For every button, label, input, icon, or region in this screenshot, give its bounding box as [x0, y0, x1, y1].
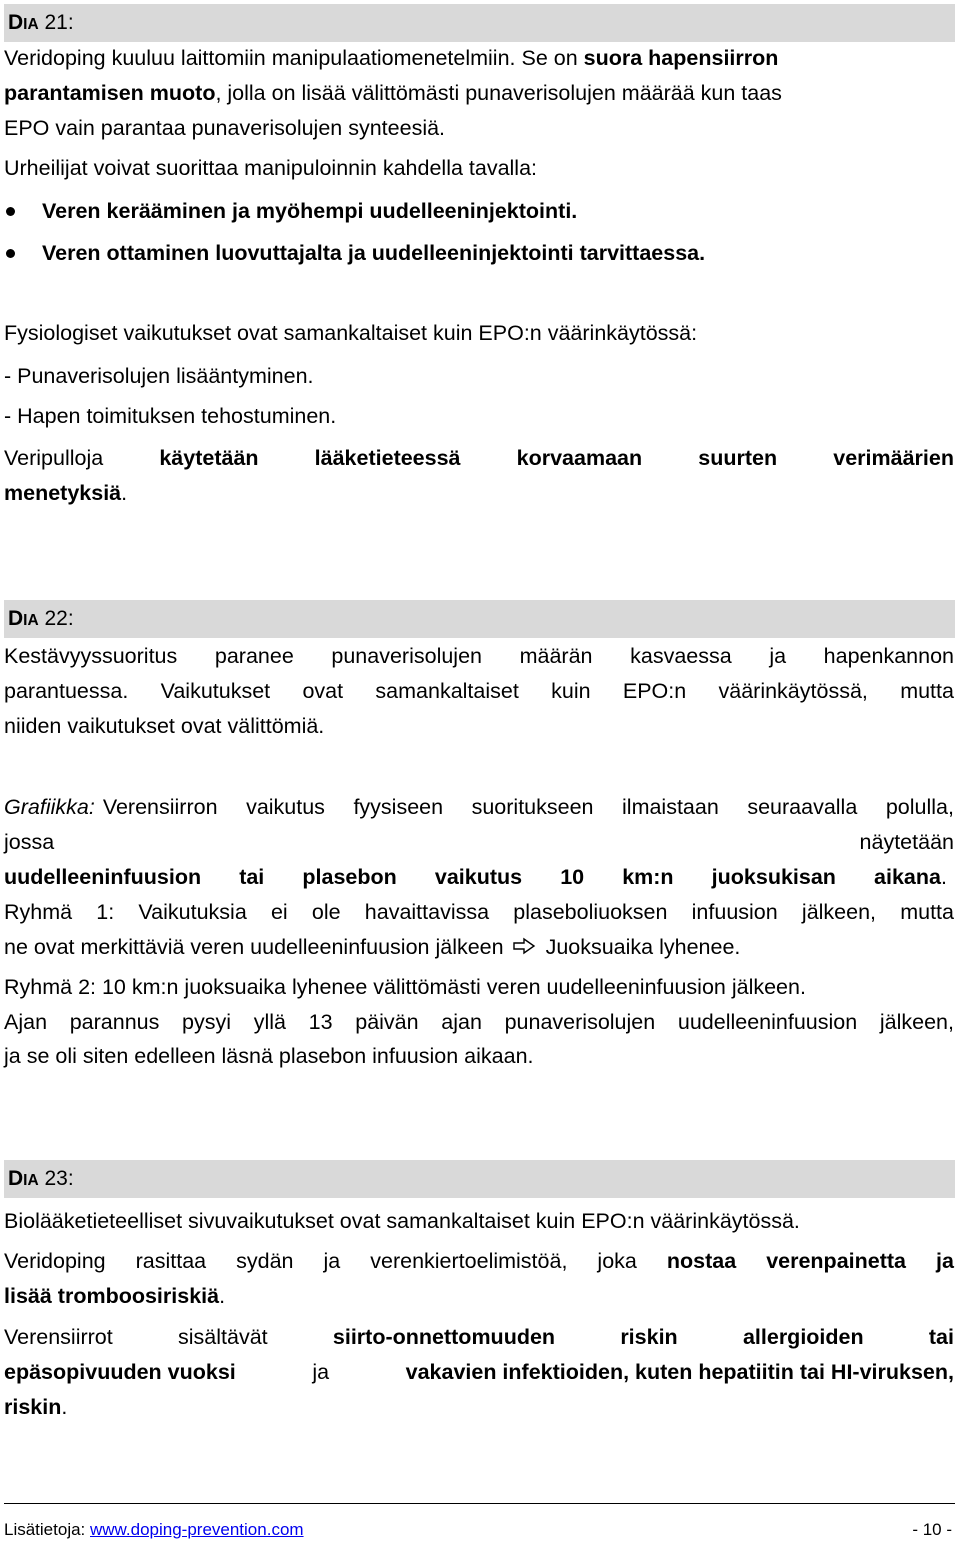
word: plasebon	[302, 865, 397, 889]
word: Vaikutukset	[160, 679, 271, 703]
word: 13	[308, 1010, 333, 1034]
word: Vaikutuksia	[138, 900, 247, 924]
word: verimäärien	[833, 446, 954, 470]
word: joka	[597, 1249, 637, 1273]
word: rasittaa	[135, 1249, 207, 1273]
word: punaverisolujen	[504, 1010, 656, 1034]
word: parantuessa.	[4, 679, 129, 703]
word: päivän	[355, 1010, 419, 1034]
text: Juoksuaika lyhenee.	[545, 935, 741, 959]
word: ole	[311, 900, 341, 924]
word: väärinkäytössä,	[718, 679, 868, 703]
text: .	[61, 1395, 68, 1419]
word: punaverisolujen	[331, 644, 482, 668]
word: tai	[239, 865, 265, 889]
bold-text: vakavien infektioiden, kuten hepatiitin tai HI-viruksen,	[405, 1360, 954, 1384]
paragraph-line-justified	[4, 1324, 954, 1350]
word: km:n	[622, 865, 674, 889]
word: lääketieteessä	[314, 446, 461, 470]
paragraph-line: Fysiologiset vaikutukset ovat samankaltaiset kuin EPO:n väärinkäytössä:	[4, 321, 698, 345]
word: riskin	[620, 1325, 678, 1349]
bold-text: lisää tromboosiriskiä	[4, 1284, 220, 1308]
text: .	[219, 1284, 226, 1308]
arrow-right-icon	[512, 937, 536, 955]
paragraph-line	[4, 1283, 954, 1309]
word: parannus	[69, 1010, 160, 1034]
word: suoritukseen	[471, 795, 594, 819]
word: Verensiirrot	[4, 1325, 113, 1349]
word: ajan	[441, 1010, 482, 1034]
word: 10	[560, 865, 585, 889]
text: .	[121, 481, 128, 505]
word: Ryhmä	[4, 900, 73, 924]
word: hapenkannon	[823, 644, 954, 668]
header-label: IA	[23, 16, 39, 33]
word: kuin	[551, 679, 591, 703]
word: pysyi	[182, 1010, 232, 1034]
header-number: 21:	[38, 11, 74, 34]
word: sydän	[236, 1249, 294, 1273]
word: tai	[928, 1325, 954, 1349]
bold-text: menetyksiä	[4, 481, 122, 505]
text: ne ovat merkittäviä veren uudelleeninfuusion jälkeen	[4, 935, 504, 959]
word: näytetään	[859, 830, 954, 854]
text: , jolla on lisää välittömästi punaverisolujen määrää kun taas	[215, 81, 782, 105]
bold-text-run	[4, 864, 941, 890]
paragraph-line-justified	[4, 899, 954, 925]
paragraph-line	[4, 864, 949, 890]
paragraph-line	[4, 480, 954, 506]
word: mutta	[900, 900, 954, 924]
paragraph-line	[4, 934, 954, 960]
word: 1:	[96, 900, 115, 924]
word: Veridoping	[4, 1249, 106, 1273]
text: .	[941, 865, 947, 889]
word: määrän	[519, 644, 593, 668]
header-label: D	[8, 11, 24, 34]
word: jossa	[4, 830, 55, 854]
section-header-dia-21	[4, 4, 955, 42]
paragraph-line: Urheilijat voivat suorittaa manipuloinnin kahdella tavalla:	[4, 156, 538, 180]
paragraph-line-justified	[4, 678, 954, 704]
word: suurten	[698, 446, 778, 470]
paragraph-line-justified	[4, 445, 954, 471]
header-number: 23:	[38, 1167, 74, 1190]
word: Kestävyyssuoritus	[4, 644, 178, 668]
word: verenpainetta	[766, 1249, 906, 1273]
footer-link[interactable]: www.doping-prevention.com	[90, 1520, 304, 1539]
header-label: IA	[23, 612, 39, 629]
footer-divider	[4, 1503, 955, 1504]
page-number: - 10 -	[912, 1520, 952, 1539]
word: käytetään	[159, 446, 259, 470]
bold-text: parantamisen muoto	[4, 81, 216, 105]
header-label: D	[8, 1167, 24, 1190]
word: ja	[323, 1249, 341, 1273]
header-label: IA	[23, 1172, 39, 1189]
paragraph-line-justified	[4, 1359, 954, 1385]
paragraph-line-justified	[4, 1009, 954, 1035]
word: vaikutus	[434, 865, 523, 889]
word: jälkeen,	[879, 1010, 954, 1034]
paragraph-line: ja se oli siten edelleen läsnä plasebon infuusion aikaan.	[4, 1044, 534, 1068]
word: vaikutus	[246, 795, 325, 819]
word: kasvaessa	[630, 644, 732, 668]
bullet-icon	[6, 249, 15, 258]
word: polulla,	[885, 795, 954, 819]
bold-text: riskin	[4, 1395, 62, 1419]
paragraph-line	[4, 80, 954, 106]
word: ovat	[302, 679, 344, 703]
dash-item: - Hapen toimituksen tehostuminen.	[4, 404, 337, 428]
paragraph-line-justified	[4, 643, 954, 669]
word: Verensiirron	[102, 795, 218, 819]
word: samankaltaiset	[375, 679, 519, 703]
paragraph-line: Biolääketieteelliset sivuvaikutukset ovat samankaltaiset kuin EPO:n väärinkäytössä.	[4, 1209, 800, 1233]
paragraph-line: EPO vain parantaa punaverisolujen synteesiä.	[4, 116, 446, 140]
paragraph-line: Ryhmä 2: 10 km:n juoksuaika lyhenee välittömästi veren uudelleeninfuusion jälkeen.	[4, 975, 806, 999]
bullet-item: Veren kerääminen ja myöhempi uudelleeninjektointi.	[42, 199, 578, 223]
word: plaseboliuoksen	[513, 900, 668, 924]
word: siirto-onnettomuuden	[332, 1325, 556, 1349]
word: korvaamaan	[516, 446, 643, 470]
word: paranee	[214, 644, 294, 668]
bullet-icon	[6, 207, 15, 216]
word: verenkiertoelimistöä,	[370, 1249, 568, 1273]
word: EPO:n	[622, 679, 687, 703]
word: Veripulloja	[4, 446, 104, 470]
paragraph-line-justified	[4, 1248, 954, 1274]
word: havaittavissa	[364, 900, 490, 924]
header-number: 22:	[38, 607, 74, 630]
text: ja	[312, 1360, 330, 1384]
word: yllä	[253, 1010, 286, 1034]
word: uudelleeninfuusion	[677, 1010, 858, 1034]
dash-item: - Punaverisolujen lisääntyminen.	[4, 364, 314, 388]
word: seuraavalla	[747, 795, 858, 819]
italic-label: Grafiikka:	[4, 795, 95, 819]
word: fyysiseen	[353, 795, 444, 819]
word: sisältävät	[178, 1325, 268, 1349]
word: ja	[936, 1249, 954, 1273]
word: infuusion	[691, 900, 778, 924]
header-label: D	[8, 607, 24, 630]
word: ei	[270, 900, 288, 924]
paragraph-line	[4, 45, 954, 71]
word: jälkeen,	[801, 900, 877, 924]
word: mutta	[900, 679, 954, 703]
paragraph-line-justified	[4, 829, 954, 855]
text-run	[103, 794, 954, 820]
word: aikana	[874, 865, 941, 889]
section-header-dia-22	[4, 600, 955, 638]
text: Veridoping kuuluu laittomiin manipulaatiomenetelmiin. Se on	[4, 46, 584, 70]
footer-info	[4, 1519, 304, 1541]
word: juoksukisan	[711, 865, 836, 889]
word: allergioiden	[742, 1325, 864, 1349]
word: nostaa	[666, 1249, 737, 1273]
word: uudelleeninfuusion	[4, 865, 202, 889]
bullet-item: Veren ottaminen luovuttajalta ja uudelleeninjektointi tarvittaessa.	[42, 241, 706, 265]
paragraph-line: niiden vaikutukset ovat välittömiä.	[4, 714, 325, 738]
paragraph-line-justified	[4, 794, 954, 820]
footer-label: Lisätietoja:	[4, 1520, 90, 1539]
paragraph-line	[4, 1394, 954, 1420]
word: ja	[769, 644, 787, 668]
bold-text: suora hapensiirron	[583, 46, 779, 70]
section-header-dia-23	[4, 1160, 955, 1198]
word: Ajan	[4, 1010, 48, 1034]
word: ilmaistaan	[622, 795, 719, 819]
bold-text: epäsopivuuden vuoksi	[4, 1360, 236, 1384]
